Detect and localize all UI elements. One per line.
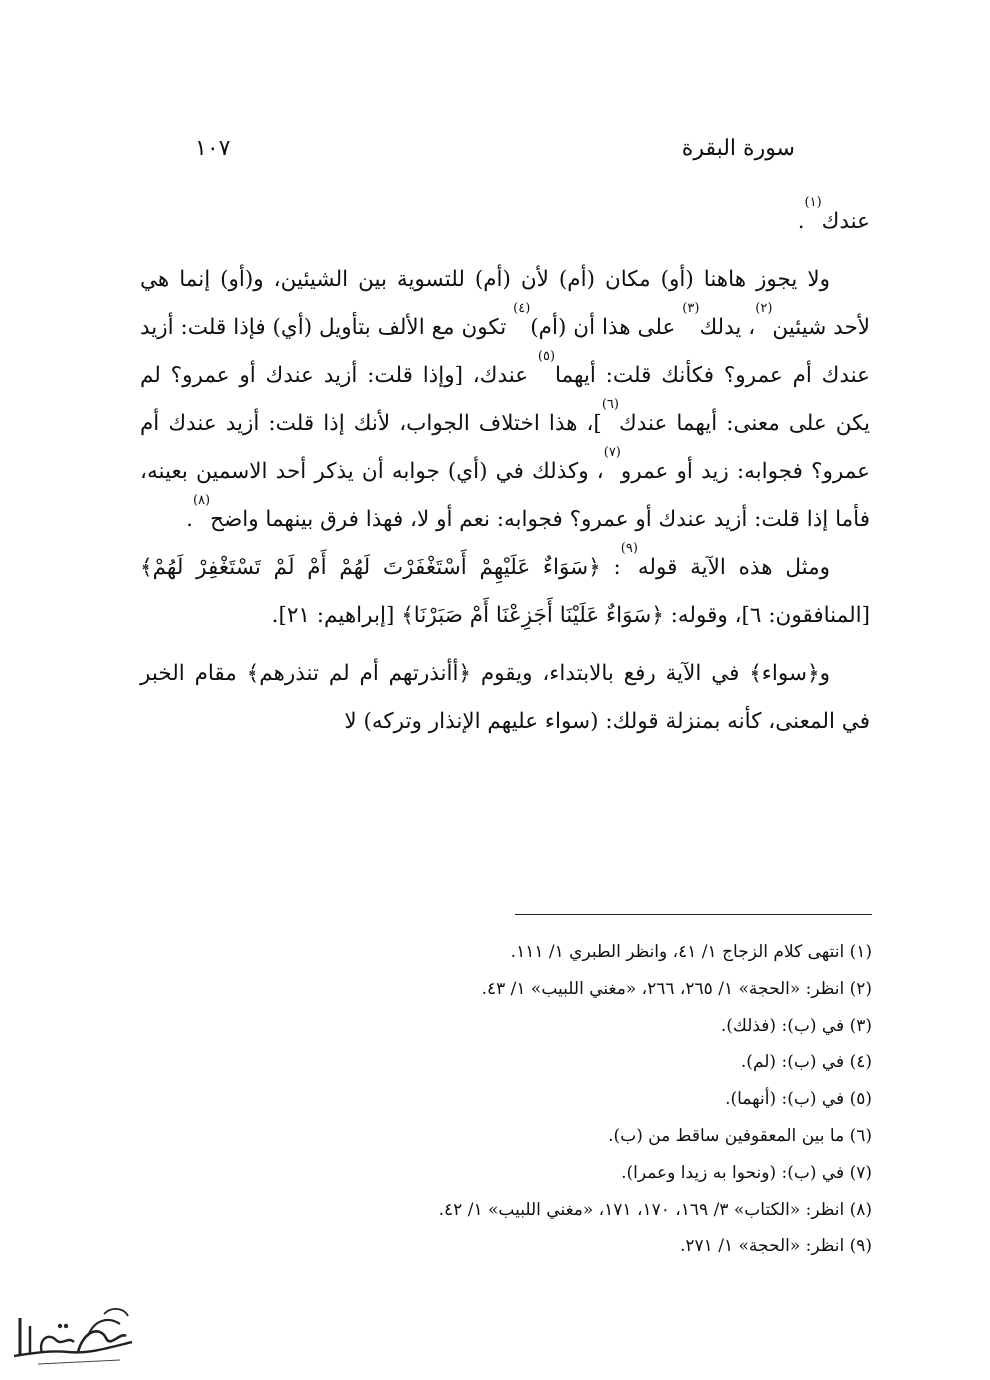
footnote-ref: (٦) (601, 397, 619, 412)
paragraph-2: ومثل هذه الآية قوله$^{(٩)}$: ﴿سَوَاءٌ عَلَيْهِمْ أَسْتَغْفَرْتَ لَهُمْ أَمْ لَمْ تَسْتَغْفِرْ لَهُمْ﴾ [المنافقون: ٦]، وقوله: ﴿سَوَاءٌ عَلَيْنَا أَجَزِعْنَا أَمْ صَبَرْنَا﴾ [إبراهيم: ٢١]. (140, 541, 870, 628)
footnote-8: (٨) انظر: «الكتاب» ٣/ ١٦٩، ١٧٠، ١٧١، «مغني اللبيب» ١/ ٤٢. (438, 1199, 872, 1220)
footnote-3: (٣) في (ب): (فذلك). (720, 1015, 872, 1036)
footnote-ref: (٢) (755, 301, 773, 316)
footnote-7: (٧) في (ب): (ونحوا به زيدا وعمرا). (621, 1162, 872, 1183)
page-number: ١٠٧ (195, 135, 231, 161)
footnote-separator (515, 914, 872, 915)
continuation-line: عندك$^{(١)}$. (797, 195, 870, 234)
calligraphy-stamp-logo (8, 1296, 148, 1368)
footnote-ref: (٨) (192, 493, 211, 508)
footnote-ref: (٧) (603, 445, 621, 460)
main-text (140, 195, 870, 746)
footnote-ref: (٤) (513, 301, 531, 316)
running-header (195, 128, 795, 168)
footnote-ref: (٩) (620, 541, 638, 556)
chapter-title: سورة البقرة (681, 135, 795, 161)
footnote-9: (٩) انظر: «الحجة» ١/ ٢٧١. (680, 1236, 872, 1257)
footnote-2: (٢) انظر: «الحجة» ١/ ٢٦٥، ٢٦٦، «مغني اللبيب» ١/ ٤٣. (481, 978, 872, 999)
footnote-ref: (٣) (682, 301, 700, 316)
footnote-ref: (١) (804, 195, 822, 210)
footnote-6: (٦) ما بين المعقوفين ساقط من (ب). (608, 1125, 872, 1146)
footnote-4: (٤) في (ب): (لم). (740, 1052, 872, 1073)
footnotes (200, 934, 872, 1265)
footnote-1: (١) انتهى كلام الزجاج ١/ ٤١، وانظر الطبري ١/ ١١١. (510, 942, 872, 962)
paragraph-1: ولا يجوز هاهنا (أو) مكان (أم) لأن (أم) للتسوية بين الشيئين، و(أو) إنما هي لأحد شيئين$^{(٢)}$، يدلك$^{(٣)}$ على هذا أن (أم)$^{(٤)}$ تكون مع الألف بتأويل (أي) فإذا قلت: أزيد عندك أم عمرو؟ فكأنك قلت: أيهما$^{(٥)}$ عندك، [وإذا قلت: أزيد عندك أو عمرو؟ لم يكن على معنى: أيهما عندك$^{(٦)}$]، هذا اختلاف الجواب، لأنك إذا قلت: أزيد عندك أم عمرو؟ فجوابه: زيد أو عمرو$^{(٧)}$، وكذلك في (أي) جوابه أن يذكر أحد الاسمين بعينه، فأما إذا قلت: أزيد عندك أو عمرو؟ فجوابه: نعم أو لا، فهذا فرق بينهما واضح$^{(٨)}$. (140, 267, 870, 532)
paragraph-3: و﴿سواء﴾ في الآية رفع بالابتداء، ويقوم ﴿أأنذرتهم أم لم تنذرهم﴾ مقام الخبر في المعنى، كأنه بمنزلة قولك: (سواء عليهم الإنذار وتركه) لا (140, 661, 870, 734)
footnote-5: (٥) في (ب): (أنهما). (725, 1089, 872, 1110)
footnote-ref: (٥) (537, 349, 556, 364)
